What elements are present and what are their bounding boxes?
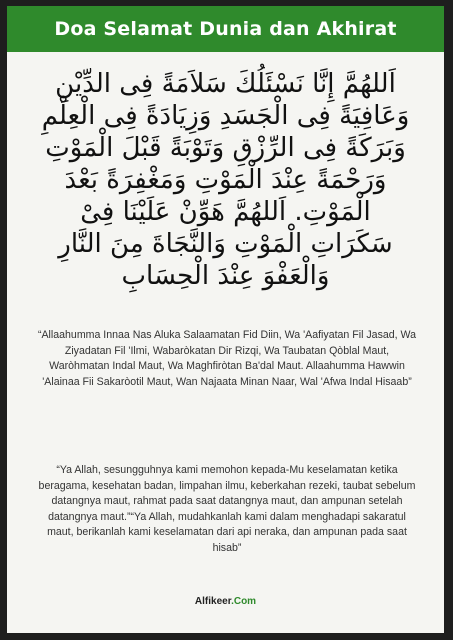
latin-transliteration: “Allaahumma Innaa Nas Aluka Salaamatan Fid Diin, Wa 'Aafiyatan Fil Jasad, Wa Ziyadatan Fil 'Ilmi, Wabaròkatan Dir Rizqi, Wa Taubatan Qòblal Maut, Waròhmatan Indal Maut, Wa Maghfiròtan Ba'dal Maut. Allaahumma Hawwin 'Alainaa Fii Sakaròotil Maut, Wan Najaata Minan Naar, Wal 'Afwa Indal Hisaab” (37, 329, 417, 388)
arabic-line: سَكَرَاتِ الْمَوْتِ وَالنَّجَاةَ مِنَ النَّارِ (58, 229, 393, 259)
arabic-line: اَللهُمَّ إِنَّا نَسْئَلُكَ سَلاَمَةً فِى الدِّيْنِ (55, 69, 396, 99)
arabic-line: وَعَافِيَةً فِى الْجَسَدِ وَزِيَادَةً فِى الْعِلْمِ (41, 101, 410, 131)
doa-card (7, 6, 444, 633)
indonesian-translation: “Ya Allah, sesungguhnya kami memohon kepada-Mu keselamatan ketika beragama, kesehatan badan, limpahan ilmu, keberkahan rezeki, taubat sebelum datangnya maut, rahmat pada saat datangnya maut, dan ampunan setelah datangnya maut.”“Ya Allah, mudahkanlah kami dalam menghadapi sakaratul maut, berikanlah kami keselamatan dari api neraka, dan ampunan pada saat hisab” (38, 464, 416, 554)
title-banner (7, 6, 444, 52)
arabic-line: وَالْعَفْوَ عِنْدَ الْحِسَابِ (121, 261, 330, 291)
watermark-tld: .Com (231, 596, 257, 607)
arabic-line: وَبَرَكَةً فِى الرِّزْقِ وَتَوْبَةً قَبْلَ الْمَوْتِ (45, 133, 406, 163)
arabic-line: وَرَحْمَةً عِنْدَ الْمَوْتِ وَمَغْفِرَةً بَعْدَ (64, 165, 387, 195)
page-title: Doa Selamat Dunia dan Akhirat (54, 18, 397, 40)
arabic-prayer (29, 68, 422, 292)
arabic-line: الْمَوْتِ. اَللهُمَّ هَوِّنْ عَلَيْنَا فِىْ (80, 197, 371, 227)
watermark-brand: Alfikeer (194, 596, 232, 607)
site-watermark (7, 596, 444, 607)
